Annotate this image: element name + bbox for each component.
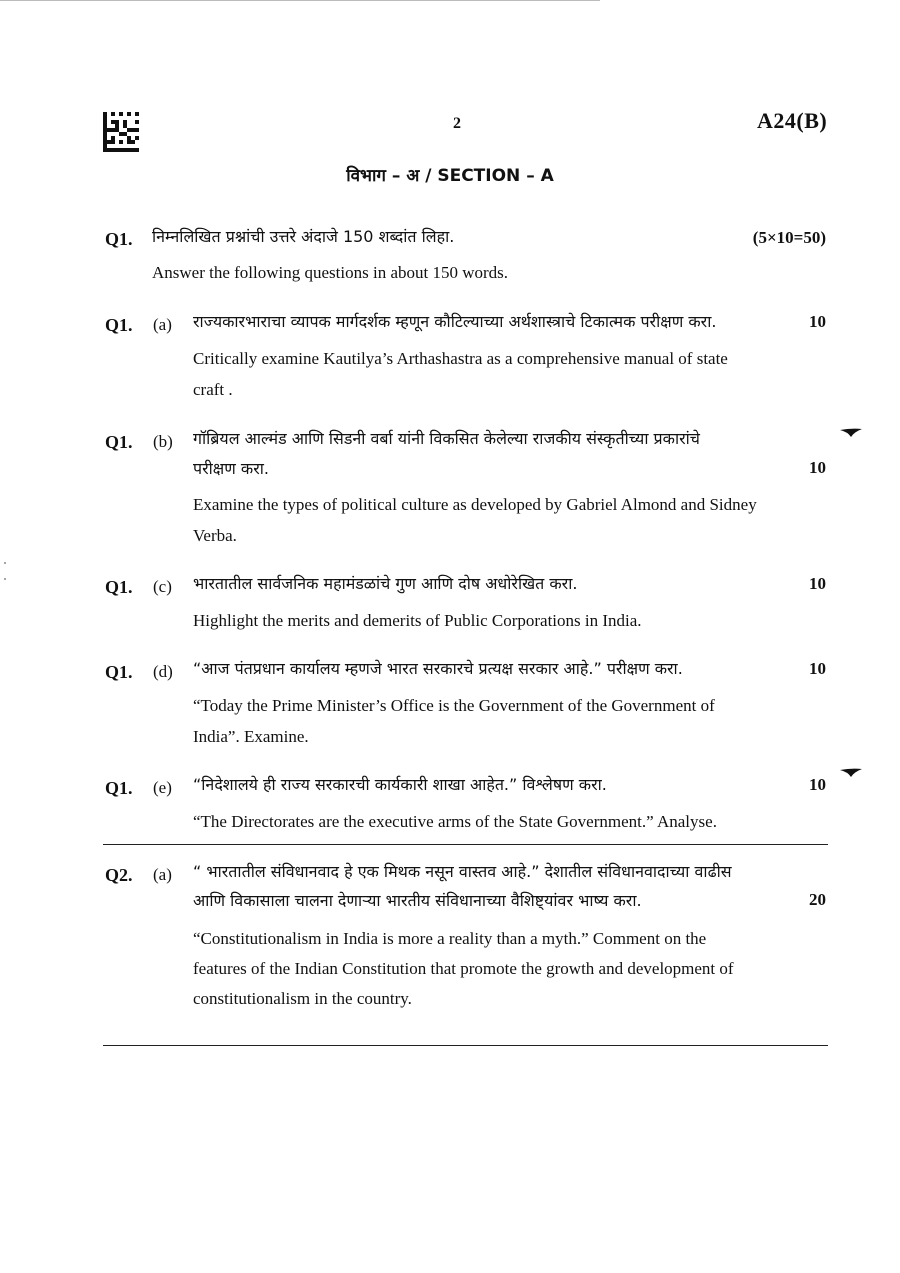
page-number: 2: [453, 115, 461, 132]
question-part: (a): [153, 315, 172, 334]
question-marathi: “आज पंतप्रधान कार्यालय म्हणजे भारत सरकारचे प्रत्यक्ष सरकार आहे.” परीक्षण करा.: [193, 659, 683, 678]
question-marks: 10: [809, 312, 826, 331]
question-english-line: Highlight the merits and demerits of Public Corporations in India.: [193, 611, 642, 630]
question-english-line: Examine the types of political culture as developed by Gabriel Almond and Sidney: [193, 495, 757, 514]
question-marathi: परीक्षण करा.: [193, 459, 269, 478]
question-english-line: craft .: [193, 380, 233, 399]
section-divider: [103, 844, 828, 845]
question-marathi: “ भारतातील संविधानवाद हे एक मिथक नसून वास्तव आहे.” देशातील संविधानवादाच्या वाढीस: [193, 862, 732, 881]
instruction-marathi: निम्नलिखित प्रश्नांची उत्तरे अंदाजे 150 शब्दांत लिहा.: [152, 227, 455, 246]
question-label: Q1.: [105, 315, 133, 335]
question-english-line: “Constitutionalism in India is more a reality than a myth.” Comment on the: [193, 929, 707, 948]
question-english-line: features of the Indian Constitution that promote the growth and development of: [193, 959, 734, 978]
question-part: (c): [153, 577, 172, 596]
section-title: विभाग – अ / SECTION – A: [346, 166, 554, 186]
marks-scheme: (5×10=50): [752, 228, 826, 247]
question-marathi: राज्यकारभाराचा व्यापक मार्गदर्शक म्हणून कौटिल्याच्या अर्थशास्त्राचे टिकात्मक परीक्षण करा.: [193, 312, 717, 331]
question-label: Q1.: [105, 662, 133, 682]
margin-tick-icon: [840, 428, 862, 438]
question-marathi: गॉब्रियल आल्मंड आणि सिडनी वर्बा यांनी विकसित केलेल्या राजकीय संस्कृतीच्या प्रकारांचे: [193, 429, 700, 448]
paper-code: A24(B): [757, 108, 828, 133]
question-label: Q1.: [105, 577, 133, 597]
question-english-line: Critically examine Kautilya’s Arthashastra as a comprehensive manual of state: [193, 349, 728, 368]
question-english-line: “Today the Prime Minister’s Office is the Government of the Government of: [193, 696, 715, 715]
question-marks: 10: [809, 458, 826, 477]
question-english-line: constitutionalism in the country.: [193, 989, 412, 1008]
question-label: Q1.: [105, 778, 133, 798]
question-part: (a): [153, 865, 172, 884]
question-marks: 10: [809, 775, 826, 794]
question-english-line: India”. Examine.: [193, 727, 309, 746]
question-marks: 20: [809, 890, 826, 909]
question-english-line: “The Directorates are the executive arms of the State Government.” Analyse.: [193, 812, 717, 831]
question-marathi: भारतातील सार्वजनिक महामंडळांचे गुण आणि दोष अधोरेखित करा.: [193, 574, 578, 593]
question-label: Q1.: [105, 432, 133, 452]
bottom-divider: [103, 1045, 828, 1046]
question-marathi: आणि विकासाला चालना देणाऱ्या भारतीय संविधानाच्या वैशिष्ट्यांवर भाष्य करा.: [193, 891, 642, 910]
question-part: (b): [153, 432, 173, 451]
question-marathi: “निदेशालये ही राज्य सरकारची कार्यकारी शाखा आहेत.” विश्लेषण करा.: [193, 775, 607, 794]
question-part: (e): [153, 778, 172, 797]
instruction-english: Answer the following questions in about 150 words.: [152, 263, 509, 282]
question-label: Q2.: [105, 865, 133, 885]
margin-dot: [4, 562, 6, 564]
question-marks: 10: [809, 659, 826, 678]
margin-tick-icon: [840, 768, 862, 778]
question-marks: 10: [809, 574, 826, 593]
top-border-line: [0, 0, 600, 1]
question-english-line: Verba.: [193, 526, 237, 545]
instruction-q-label: Q1.: [105, 229, 133, 249]
qr-code-icon: [103, 112, 139, 152]
question-part: (d): [153, 662, 173, 681]
margin-dot: [4, 578, 6, 580]
